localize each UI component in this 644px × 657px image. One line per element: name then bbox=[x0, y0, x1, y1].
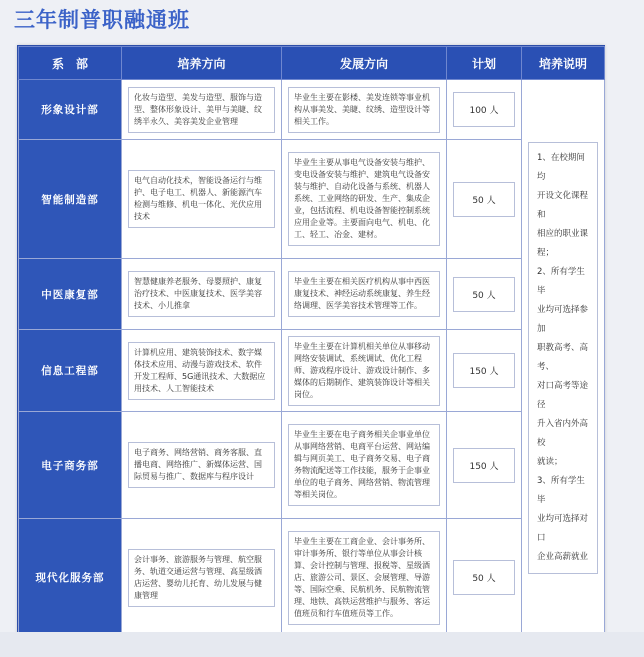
note-line: 2、所有学生毕 bbox=[537, 267, 585, 296]
table-row bbox=[19, 259, 605, 330]
notes-box bbox=[528, 142, 598, 574]
table-row bbox=[19, 330, 605, 412]
table-row bbox=[19, 519, 605, 637]
career-text: 毕业生主要在影楼、美发连锁等事业机构从事美发、美睫、纹绣、造型设计等相关工作。 bbox=[288, 87, 440, 133]
dept-name: 信息工程部 bbox=[19, 330, 122, 412]
career-cell bbox=[282, 80, 447, 140]
career-text: 毕业生主要从事电气设备安装与维护、变电设备安装与维护、建筑电气设备安装与维护、自动化设备与系统、机器人系统、工业网络的研发、生产、集成企业，包括流程、机电设备智能控制系统应用企业等。主要面向电气、机电、化工、轻工、冶金、建材。 bbox=[288, 152, 440, 246]
career-text: 毕业生主要在相关医疗机构从事中西医康复技术、神经运动系统康复、养生经络调理、医学美容技术管理等工作。 bbox=[288, 271, 440, 317]
note-line: 职教高考、高考、 bbox=[537, 343, 589, 372]
direction-cell bbox=[122, 330, 282, 412]
note-line: 开设文化课程和 bbox=[537, 191, 589, 220]
note-line: 业均可选择对口 bbox=[537, 514, 589, 543]
direction-cell bbox=[122, 80, 282, 140]
plan-cell bbox=[447, 259, 522, 330]
note-line: 就读； bbox=[537, 457, 563, 467]
plan-value: 50 人 bbox=[453, 277, 515, 312]
dept-name: 中医康复部 bbox=[19, 259, 122, 330]
bottom-band bbox=[0, 632, 644, 657]
direction-cell bbox=[122, 519, 282, 637]
note-line: 相应的职业课程； bbox=[537, 229, 589, 258]
header-direction: 培养方向 bbox=[122, 47, 282, 80]
plan-value: 150 人 bbox=[453, 353, 515, 388]
career-cell bbox=[282, 330, 447, 412]
dept-name: 智能制造部 bbox=[19, 140, 122, 259]
plan-cell bbox=[447, 140, 522, 259]
dept-name: 形象设计部 bbox=[19, 80, 122, 140]
note-line: 企业高薪就业 bbox=[537, 552, 589, 562]
career-cell bbox=[282, 412, 447, 519]
plan-value: 100 人 bbox=[453, 92, 515, 127]
career-cell bbox=[282, 519, 447, 637]
career-text: 毕业生主要在计算机相关单位从事移动网络安装调试、系统调试、优化工程师、游戏程序设计、游戏设计制作、多媒体的后期制作、建筑装饰设计等相关岗位。 bbox=[288, 336, 440, 406]
direction-cell bbox=[122, 259, 282, 330]
direction-text: 电子商务、网络营销、商务客服、直播电商、网络推广、新媒体运营、国际贸易与推广、数据库与程序设计 bbox=[128, 442, 275, 488]
plan-cell bbox=[447, 80, 522, 140]
career-cell bbox=[282, 140, 447, 259]
career-cell bbox=[282, 259, 447, 330]
plan-cell bbox=[447, 412, 522, 519]
header-notes: 培养说明 bbox=[522, 47, 605, 80]
dept-name: 现代化服务部 bbox=[19, 519, 122, 637]
direction-text: 智慧健康养老服务、母婴照护、康复治疗技术、中医康复技术、医学美容技术、小儿推拿 bbox=[128, 271, 275, 317]
career-text: 毕业生主要在工商企业、会计事务所、审计事务所、银行等单位从事会计核算、会计控制与管理、报税等、星级酒店、旅游公司、景区、会展管理、导游等、国际空乘、民航机务、民航物流管理、地铁、高铁运营维护与服务、客运值班员和行车值班员等工作。 bbox=[288, 531, 440, 625]
direction-text: 化妆与造型、美发与造型、服饰与造型、整体形象设计、美甲与美睫、纹绣半永久、美容美发企业管理 bbox=[128, 87, 275, 133]
note-line: 业均可选择参加 bbox=[537, 305, 589, 334]
header-career: 发展方向 bbox=[282, 47, 447, 80]
note-line: 1、在校期间均 bbox=[537, 153, 585, 182]
header-row bbox=[19, 47, 605, 80]
plan-cell bbox=[447, 330, 522, 412]
header-dept: 系 部 bbox=[19, 47, 122, 80]
note-line: 升入省内外高校 bbox=[537, 419, 589, 448]
note-line: 对口高考等途径 bbox=[537, 381, 589, 410]
direction-cell bbox=[122, 140, 282, 259]
plan-value: 50 人 bbox=[453, 560, 515, 595]
dept-name: 电子商务部 bbox=[19, 412, 122, 519]
direction-cell bbox=[122, 412, 282, 519]
plan-value: 50 人 bbox=[453, 182, 515, 217]
plan-value: 150 人 bbox=[453, 448, 515, 483]
plan-cell bbox=[447, 519, 522, 637]
direction-text: 计算机应用、建筑装饰技术、数字媒体技术应用、动漫与游戏技术、软件开发工程师、5G通讯技术、大数据应用技术、人工智能技术 bbox=[128, 342, 275, 400]
career-text: 毕业生主要在电子商务相关企事业单位从事网络营销、电商平台运营、网站编辑与网页美工、电子商务交易、电子商务物流配送等工作技能，服务于企事业单位的电子商务、网络营销、物流管理等相关岗位。 bbox=[288, 424, 440, 506]
note-line: 3、所有学生毕 bbox=[537, 476, 585, 505]
direction-text: 电气自动化技术，智能设备运行与维护、电子电工、机器人、新能源汽车检测与维修、机电一体化、光伏应用技术 bbox=[128, 170, 275, 228]
page-title: 三年制普职融通班 bbox=[14, 8, 190, 32]
table-row bbox=[19, 412, 605, 519]
direction-text: 会计事务、旅游服务与管理、航空服务、轨道交通运营与管理、高星级酒店运营、婴幼儿托育、幼儿发展与健康管理 bbox=[128, 549, 275, 607]
table-row bbox=[19, 140, 605, 259]
program-table bbox=[17, 45, 605, 638]
table-row bbox=[19, 80, 605, 140]
header-plan: 计划 bbox=[447, 47, 522, 80]
notes-cell bbox=[522, 80, 605, 637]
